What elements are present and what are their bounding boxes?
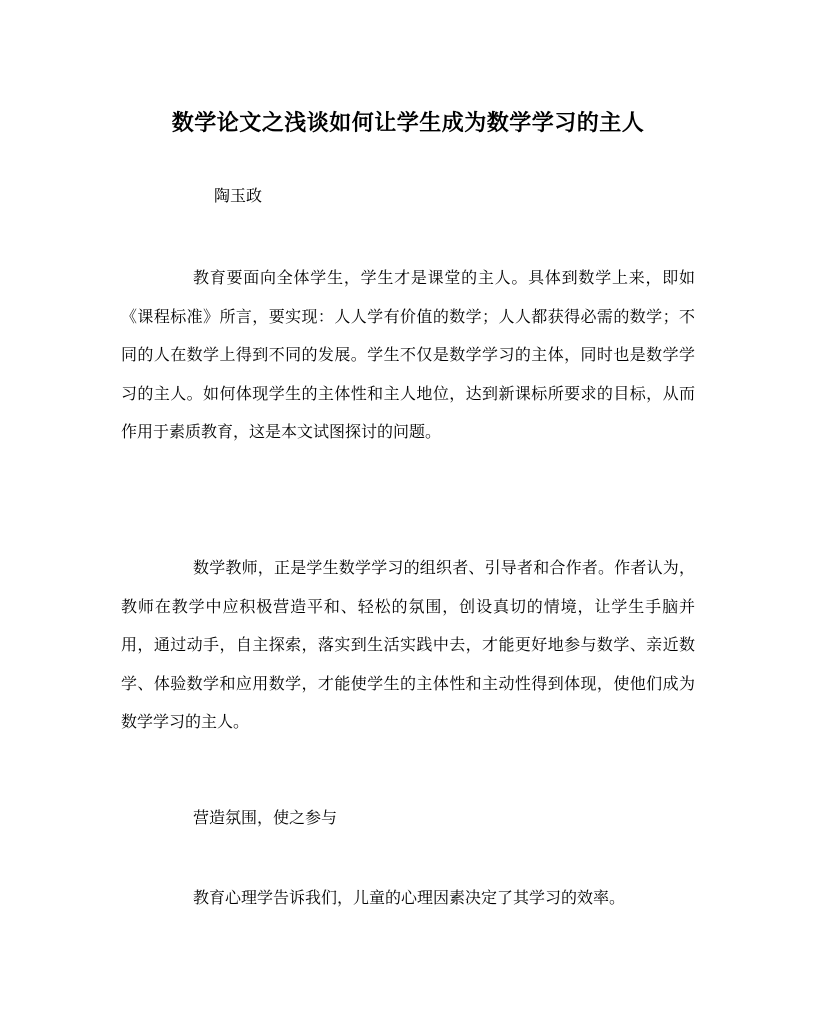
body-paragraph-intro: 教育要面向全体学生，学生才是课堂的主人。具体到数学上来，即如《课程标准》所言，要实现：人人学有价值的数学；人人都获得必需的数学；不同的人在数学上得到不同的发展。学生不仅是数学学习的主体，同时也是数学学习的主人。如何体现学生的主体性和主人地位，达到新课标所要求的目标，从而作用于素质教育，这是本文试图探讨的问题。 — [121, 268, 695, 441]
document-title: 数学论文之浅谈如何让学生成为数学学习的主人 — [171, 110, 645, 136]
section-heading: 营造氛围，使之参与 — [193, 808, 338, 827]
section-paragraph: 教育心理学告诉我们，儿童的心理因素决定了其学习的效率。 — [193, 888, 626, 907]
body-paragraph-teacher-role: 数学教师，正是学生数学学习的组织者、引导者和合作者。作者认为，教师在教学中应积极营造平和、轻松的氛围，创设真切的情境，让学生手脑并用，通过动手，自主探索，落实到生活实践中去，才能更好地参与数学、亲近数学、体验数学和应用数学，才能使学生的主体性和主动性得到体现，使他们成为数学学习的主人。 — [121, 558, 695, 731]
author-name: 陶玉政 — [214, 186, 263, 205]
